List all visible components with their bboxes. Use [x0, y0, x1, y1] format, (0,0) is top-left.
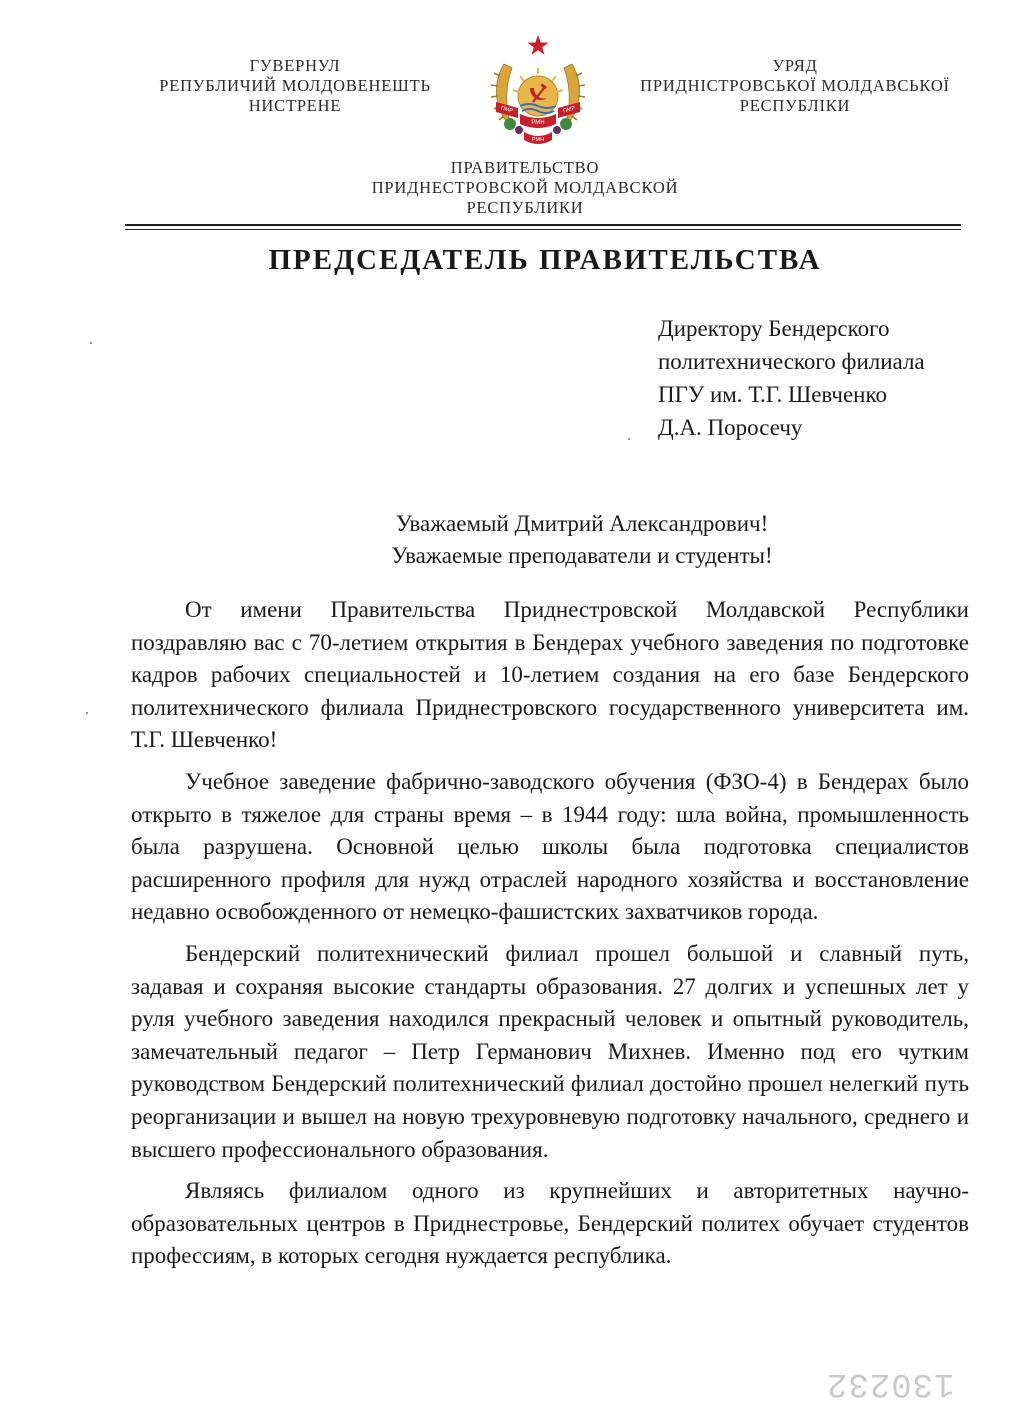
- ribbon-center-text: РМН: [531, 120, 545, 126]
- letter-body: [131, 594, 969, 1282]
- letterhead-line: НИСТРЕНЕ: [248, 96, 342, 115]
- letterhead-moldovan: [130, 56, 460, 116]
- letterhead-line: РЕСПУБЛІКИ: [739, 96, 851, 115]
- serial-number-stamp: 130232: [826, 1364, 955, 1402]
- coat-of-arms-icon: [486, 32, 590, 150]
- salutation-line: Уважаемые преподаватели и студенты!: [391, 543, 773, 568]
- letterhead-russian: [340, 158, 710, 218]
- letterhead: [0, 0, 1024, 240]
- letterhead-line: ПРАВИТЕЛЬСТВО: [450, 158, 600, 177]
- ribbon-bottom-text: РМН: [531, 137, 545, 143]
- document-title: ПРЕДСЕДАТЕЛЬ ПРАВИТЕЛЬСТВА: [268, 244, 822, 276]
- body-paragraph: Бендерский политехнический филиал прошел большой и славный путь, задавая и сохраняя высокие стандарты образования. 27 долгих и успешных лет у руля учебного заведения находился прекрасный человек и опытный руководитель, замечательный педагог – Петр Германович Михнев. Именно под его чутким руководством Бендерский политехнический филиал достойно прошел нелегкий путь реорганизации и вышел на новую трехуровневую подготовку начального, среднего и высшего профессионального образования.: [131, 940, 969, 1162]
- ribbon-right-text: ПМР: [562, 105, 576, 115]
- letterhead-line: УРЯД: [772, 56, 818, 75]
- addressee-block: [658, 312, 998, 444]
- scan-speck: [86, 712, 88, 714]
- addressee-line: политехнического филиала: [658, 349, 925, 374]
- letterhead-line: ПРИДНІСТРОВСЬКОЇ МОЛДАВСЬКОЇ: [640, 76, 950, 95]
- red-star-icon: [528, 35, 549, 55]
- letterhead-line: ГУВЕРНУЛ: [249, 56, 341, 75]
- letterhead-ukrainian: [620, 56, 970, 116]
- body-paragraph: Являясь филиалом одного из крупнейших и авторитетных научно-образовательных центров в Приднестровье, Бендерский политех обучает студентов профессиям, в которых сегодня нуждается республика.: [131, 1178, 969, 1269]
- addressee-line: ПГУ им. Т.Г. Шевченко: [658, 382, 887, 407]
- ribbon-left-text: ПМР: [500, 105, 514, 115]
- letterhead-line: ПРИДНЕСТРОВСКОЙ МОЛДАВСКОЙ: [371, 178, 679, 197]
- scan-speck: [628, 438, 630, 440]
- letterhead-line: РЕПУБЛИЧИЙ МОЛДОВЕНЕШТЬ: [159, 76, 431, 95]
- addressee-line: Директору Бендерского: [658, 316, 890, 341]
- letterhead-line: РЕСПУБЛИКИ: [466, 198, 584, 217]
- body-paragraph: Учебное заведение фабрично-заводского обучения (ФЗО-4) в Бендерах было открыто в тяжелое для страны время – в 1944 году: шла война, промышленность была разрушена. Основной целью школы была подготовка специалистов расширенного профиля для нужд отраслей народного хозяйства и восстановление недавно освобожденного от немецко-фашистских захватчиков города.: [131, 768, 969, 925]
- scan-speck: [90, 342, 92, 344]
- salutation: [0, 508, 1024, 572]
- header-divider-thick: [125, 224, 961, 226]
- header-divider-thin: [125, 229, 961, 230]
- salutation-line: Уважаемый Дмитрий Александрович!: [395, 511, 769, 536]
- addressee-line: Д.А. Поросечу: [658, 415, 803, 440]
- body-paragraph: От имени Правительства Приднестровской Молдавской Республики поздравляю вас с 70-летием открытия в Бендерах учебного заведения по подготовке кадров рабочих специальностей и 10-летием создания на его базе Бендерского политехнического филиала Приднестровского государственного университета им. Т.Г. Шевченко!: [131, 597, 969, 753]
